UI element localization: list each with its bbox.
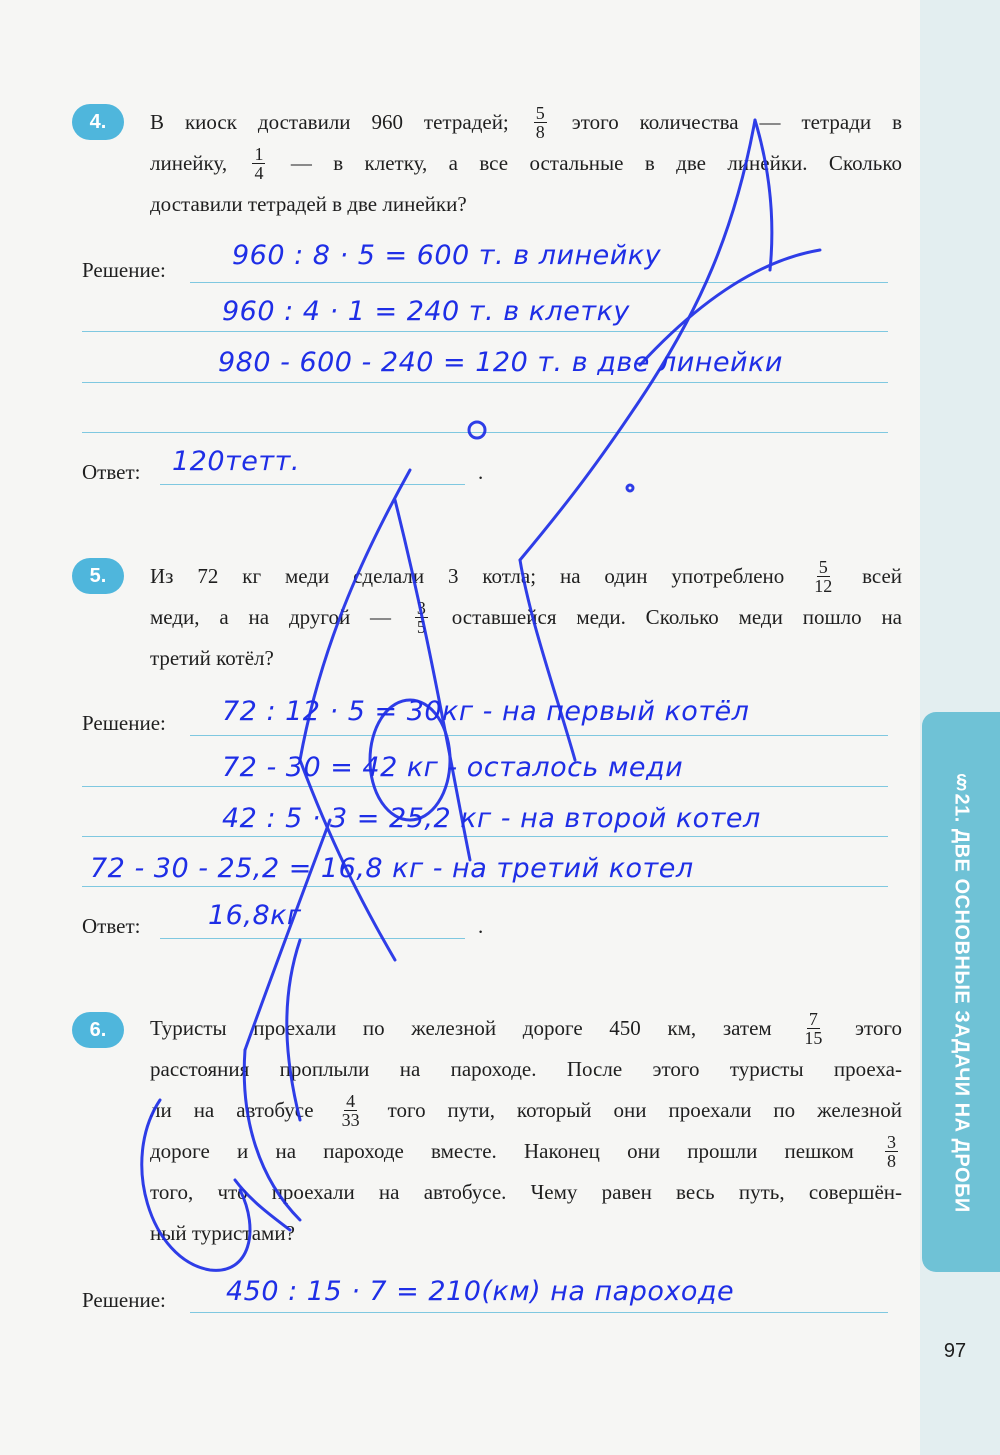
fraction: $\frac{3}{8}$ xyxy=(887,1131,896,1171)
task-line: В киоск доставили 960 тетрадей; $\frac{5}{8}$ этого количества — тетради в xyxy=(150,102,903,142)
answer-label: Ответ: xyxy=(82,914,141,938)
fraction: $\frac{1}{4}$ xyxy=(254,143,264,183)
scribble-stroke xyxy=(520,560,575,760)
task-line: линейку, $\frac{1}{4}$ — в клетку, а все остальные в две линейки. Сколько xyxy=(150,143,902,183)
fraction: $\frac{4}{33}$ xyxy=(341,1090,360,1130)
handwritten-solution-line: 42 : 5 · 3 = 25,2 кг - на второй котел xyxy=(222,803,761,834)
scribble-stroke xyxy=(235,1180,290,1230)
task-number-badge: 6. xyxy=(72,1012,124,1048)
scribble-stroke xyxy=(395,500,470,860)
scribble-stroke xyxy=(755,120,772,270)
answer-period: . xyxy=(478,914,484,938)
scribble-stroke xyxy=(520,120,755,560)
handwritten-solution-line: 960 : 4 · 1 = 240 т. в клетку xyxy=(222,296,630,327)
task-line: Из 72 кг меди сделали 3 котла; на один употреблено $\frac{5}{12}$ всей xyxy=(150,556,903,596)
scribble-ring xyxy=(469,422,485,438)
scribble-stroke xyxy=(142,1100,250,1270)
task-number-badge: 5. xyxy=(72,558,124,594)
task-line: меди, а на другой — $\frac{3}{5}$ оставшейся меди. Сколько меди пошло на xyxy=(150,597,903,637)
handwritten-solution-line: 72 : 12 · 5 = 30кг - на первый котёл xyxy=(222,696,750,727)
task-line: третий котёл? xyxy=(150,646,274,670)
handwritten-answer: 120тетт. xyxy=(172,446,300,477)
fraction: $\frac{7}{15}$ xyxy=(804,1008,823,1048)
section-tab-label: §21. ДВЕ ОСНОВНЫЕ ЗАДАЧИ НА ДРОБИ xyxy=(950,771,973,1213)
task-line: Туристы проехали по железной дороге 450 км, затем $\frac{7}{15}$ этого xyxy=(150,1008,903,1048)
task-line: ный туристами? xyxy=(150,1221,295,1245)
answer-period: . xyxy=(478,460,484,484)
task-line: дороге и на пароходе вместе. Наконец они прошли пешком $\frac{3}{8}$ xyxy=(150,1131,896,1171)
task-line: расстояния проплыли на пароходе. После этого туристы проеха- xyxy=(150,1057,902,1081)
handwritten-solution-line: 450 : 15 · 7 = 210(км) на пароходе xyxy=(226,1276,735,1307)
task-number-badge: 4. xyxy=(72,104,124,140)
task-line: ли на автобусе $\frac{4}{33}$ того пути, который они проехали по железной xyxy=(150,1090,903,1130)
scribble-stroke xyxy=(300,470,410,760)
scribble-loop xyxy=(370,700,450,820)
scribble-stroke xyxy=(287,940,300,1120)
handwritten-solution-line: 960 : 8 · 5 = 600 т. в линейку xyxy=(232,240,662,271)
scribble-stroke xyxy=(640,250,820,365)
handwritten-answer: 16,8кг xyxy=(208,900,302,931)
fraction: $\frac{5}{12}$ xyxy=(814,556,833,596)
fraction: $\frac{3}{5}$ xyxy=(416,597,426,637)
handwritten-solution-line: 980 - 600 - 240 = 120 т. в две линейки xyxy=(218,347,783,378)
solution-label: Решение: xyxy=(82,711,166,735)
task-line: того, что проехали на автобусе. Чему равен весь путь, совершён- xyxy=(150,1180,902,1204)
task-line: доставили тетрадей в две линейки? xyxy=(150,192,467,216)
fraction: $\frac{5}{8}$ xyxy=(535,102,545,142)
scribble-dot xyxy=(627,485,633,491)
answer-label: Ответ: xyxy=(82,460,141,484)
solution-label: Решение: xyxy=(82,1288,166,1312)
page-number: 97 xyxy=(943,1340,967,1362)
handwritten-solution-line: 72 - 30 - 25,2 = 16,8 кг - на третий котел xyxy=(90,853,694,884)
handwritten-solution-line: 72 - 30 = 42 кг - осталось меди xyxy=(222,752,684,783)
solution-label: Решение: xyxy=(82,258,166,282)
